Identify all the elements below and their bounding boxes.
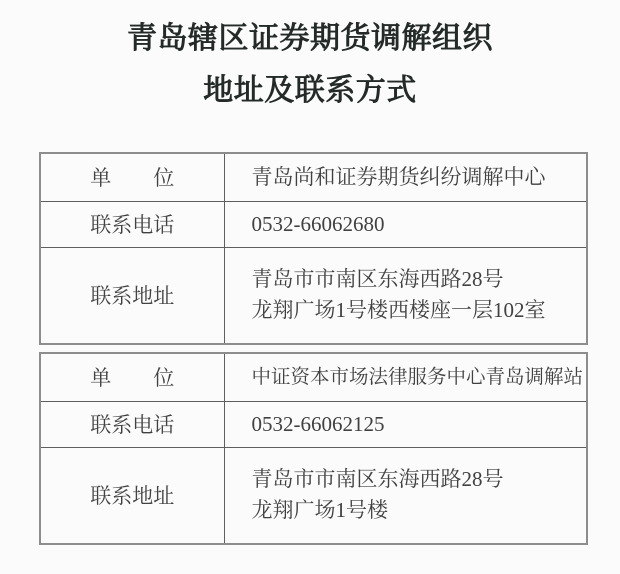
value-line: 龙翔广场1号楼 bbox=[251, 498, 388, 523]
page-title-line-2: 地址及联系方式 bbox=[203, 74, 417, 107]
value-line: 青岛尚和证券期货纠纷调解中心 bbox=[251, 164, 546, 189]
row-value-address bbox=[224, 447, 587, 544]
value-line: 中证资本市场法律服务中心青岛调解站 bbox=[251, 366, 584, 388]
page-title bbox=[0, 0, 620, 117]
value-line: 龙翔广场1号楼西楼座一层102室 bbox=[251, 298, 546, 323]
contact-table-zhongzheng bbox=[39, 352, 588, 545]
table-row-phone bbox=[40, 401, 587, 447]
row-value-unit bbox=[224, 153, 587, 201]
value-line: 0532-66062680 bbox=[251, 211, 385, 236]
row-label-phone: 联系电话 bbox=[40, 201, 224, 247]
row-value-phone bbox=[224, 401, 587, 447]
row-value-unit bbox=[224, 353, 587, 401]
row-label-address: 联系地址 bbox=[40, 447, 224, 544]
value-line: 青岛市市南区东海西路28号 bbox=[251, 467, 504, 492]
row-label-phone: 联系电话 bbox=[40, 401, 224, 447]
row-value-address bbox=[224, 247, 587, 344]
row-label-unit: 单 位 bbox=[40, 353, 224, 401]
table-row-phone bbox=[40, 201, 587, 247]
row-label-unit: 单 位 bbox=[40, 153, 224, 201]
contact-tables bbox=[39, 152, 588, 545]
table-row-address bbox=[40, 447, 587, 544]
row-label-address: 联系地址 bbox=[40, 247, 224, 344]
value-line: 0532-66062125 bbox=[251, 411, 385, 436]
contact-table-shanghe bbox=[39, 152, 588, 345]
table-row-address bbox=[40, 247, 587, 344]
row-value-phone bbox=[224, 201, 587, 247]
table-row-unit bbox=[40, 353, 587, 401]
value-line: 青岛市市南区东海西路28号 bbox=[251, 267, 504, 292]
table-row-unit bbox=[40, 153, 587, 201]
page-title-line-1: 青岛辖区证券期货调解组织 bbox=[127, 22, 493, 55]
